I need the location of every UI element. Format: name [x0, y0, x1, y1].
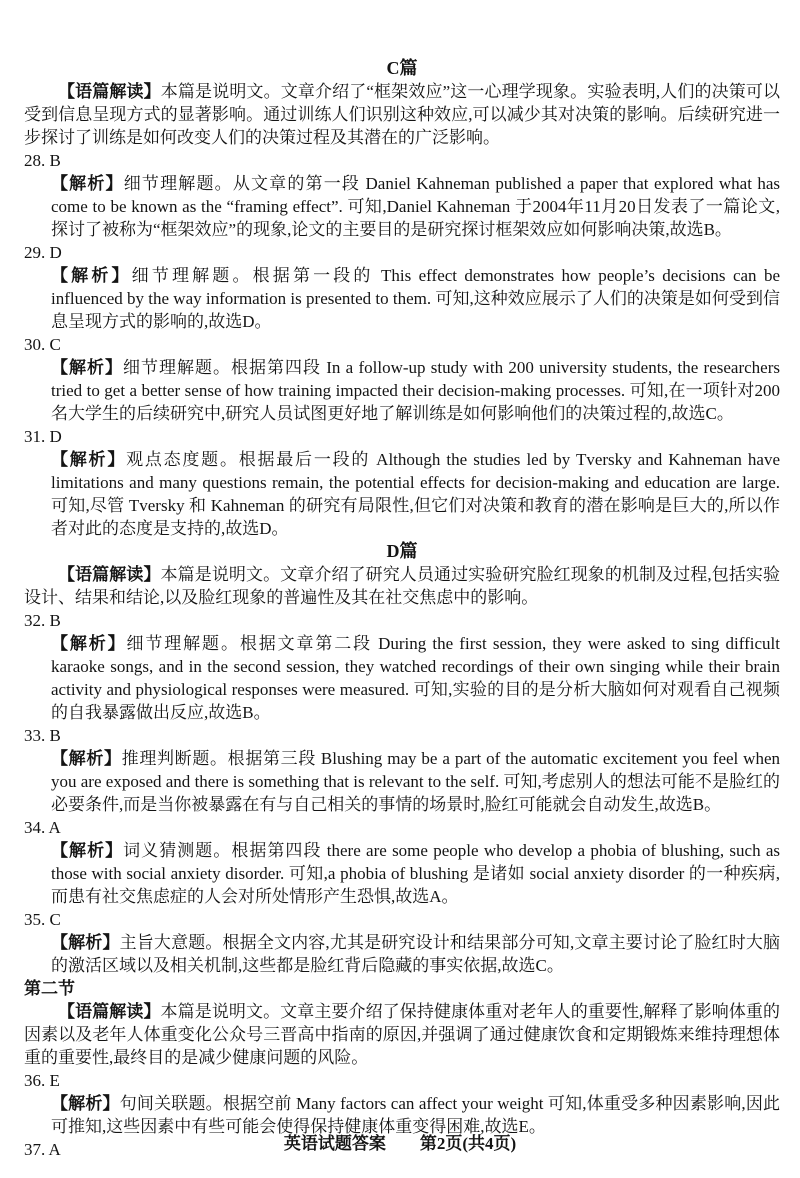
overview-label: 【语篇解读】 [58, 565, 161, 584]
analysis-text: 细节理解题。根据文章第二段 During the first session, they were asked to sing difficult karaoke songs, and in the second session, they watched recordings of their own singing while their brain activity and physiological responses were measured. 可知,实验的目的是分析大脑如何对观看自己视频的自我暴露做出反应,故选B。 [51, 634, 781, 722]
overview-text: 本篇是说明文。文章介绍了研究人员通过实验研究脸红现象的机制及过程,包括实验设计、结果和结论,以及脸红现象的普遍性及其在社交焦虑中的影响。 [24, 565, 781, 607]
overview-text: 本篇是说明文。文章主要介绍了保持健康体重对老年人的重要性,解释了影响体重的因素以及老年人体重变化公众号三晋高中指南的原因,并强调了通过健康饮食和定期锻炼来维持理想体重的重要性,最终目的是减少健康问题的风险。 [24, 1002, 781, 1067]
analysis-text: 词义猜测题。根据第四段 there are some people who develop a phobia of blushing, such as those with social anxiety disorder. 可知,a phobia of blushing 是诸如 social anxiety disorder 的一种疾病,而患有社交焦虑症的人会对所处情形产生恐惧,故选A。 [51, 841, 781, 906]
question-32-answer: 32. B [24, 611, 61, 630]
footer-title: 英语试题答案 [283, 1134, 386, 1153]
question-31-analysis [51, 448, 780, 540]
overview-text: 本篇是说明文。文章介绍了“框架效应”这一心理学现象。实验表明,人们的决策可以受到信息呈现方式的显著影响。通过训练人们识别这种效应,可以减少其对决策的影响。后续研究进一步探讨了训练是如何改变人们的决策过程及其潜在的广泛影响。 [24, 82, 781, 147]
question-30-answer: 30. C [24, 335, 61, 354]
analysis-text: 句间关联题。根据空前 Many factors can affect your weight 可知,体重受多种因素影响,因此可推知,这些因素中有些可能会使得保持健康体重变得困难,故选E。 [51, 1094, 781, 1136]
analysis-text: 细节理解题。根据第一段的 This effect demonstrates how people’s decisions can be influenced by the way information is presented to them. 可知,这种效应展示了人们的决策是如何受到信息呈现方式的影响的,故选D。 [51, 266, 781, 331]
analysis-label: 【解析】 [51, 266, 132, 285]
question-30-analysis [51, 356, 780, 425]
page-footer [0, 1132, 800, 1155]
analysis-label: 【解析】 [51, 174, 124, 193]
question-32-analysis [51, 632, 780, 724]
question-34-answer: 34. A [24, 818, 61, 837]
section-2-overview [24, 1000, 780, 1069]
question-33-answer: 33. B [24, 726, 61, 745]
analysis-text: 细节理解题。从文章的第一段 Daniel Kahneman published a paper that explored what has come to be known as the “framing effect”. 可知,Daniel Kahneman 于2004年11月20日发表了一篇论文,探讨了被称为“框架效应”的现象,论文的主要目的是研究探讨框架效应如何影响决策,故选B。 [51, 174, 781, 239]
question-34-analysis [51, 839, 780, 908]
question-29-analysis [51, 264, 780, 333]
question-28-analysis [51, 172, 780, 241]
question-35-analysis [51, 931, 780, 977]
question-29-answer: 29. D [24, 243, 62, 262]
question-28-answer: 28. B [24, 151, 61, 170]
passage-c-overview [24, 80, 780, 149]
overview-label: 【语篇解读】 [58, 1002, 161, 1021]
overview-label: 【语篇解读】 [58, 82, 161, 101]
question-36-answer: 36. E [24, 1071, 60, 1090]
analysis-text: 推理判断题。根据第三段 Blushing may be a part of the automatic excitement you feel when you are exposed and there is something that is relevant to the self. 可知,考虑别人的想法可能不是脸红的必要条件,而是当你被暴露在有与自己相关的事情的场景时,脸红可能就会自动发生,故选B。 [51, 749, 780, 814]
passage-d-overview [24, 563, 780, 609]
section-2-heading: 第二节 [24, 979, 75, 998]
analysis-label: 【解析】 [51, 634, 127, 653]
passage-c-title: C篇 [386, 58, 418, 78]
question-37-answer: 37. A [24, 1140, 61, 1159]
analysis-label: 【解析】 [51, 749, 122, 768]
question-33-analysis [51, 747, 780, 816]
footer-page-number: 第2页(共4页) [419, 1134, 517, 1153]
analysis-label: 【解析】 [51, 933, 120, 952]
passage-d-title: D篇 [386, 541, 418, 561]
question-31-answer: 31. D [24, 427, 62, 446]
question-35-answer: 35. C [24, 910, 61, 929]
analysis-label: 【解析】 [51, 358, 123, 377]
analysis-label: 【解析】 [51, 1094, 120, 1113]
analysis-label: 【解析】 [51, 841, 124, 860]
analysis-text: 细节理解题。根据第四段 In a follow-up study with 200 university students, the researchers tried to get a better sense of how training impacted their decision-making processes. 可知,在一项针对200名大学生的后续研究中,研究人员试图更好地了解训练是如何影响他们的决策过程的,故选C。 [51, 358, 780, 423]
analysis-text: 主旨大意题。根据全文内容,尤其是研究设计和结果部分可知,文章主要讨论了脸红时大脑的激活区域以及相关机制,这些都是脸红背后隐藏的事实依据,故选C。 [51, 933, 781, 975]
analysis-label: 【解析】 [51, 450, 127, 469]
analysis-text: 观点态度题。根据最后一段的 Although the studies led by Tversky and Kahneman have limitations and many questions remain, the potential effects for decision-making and education are large. 可知,尽管 Tversky 和 Kahneman 的研究有局限性,但它们对决策和教育的潜在影响是巨大的,所以作者对此的态度是支持的,故选D。 [51, 450, 781, 538]
